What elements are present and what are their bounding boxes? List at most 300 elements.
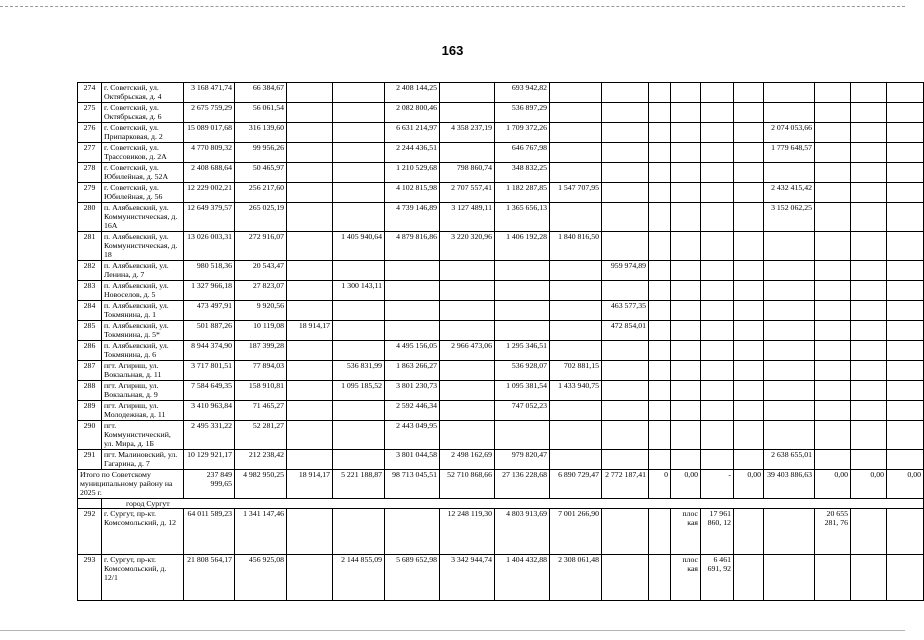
value-cell: 27 823,07	[235, 281, 287, 301]
value-cell	[333, 509, 385, 555]
value-cell	[815, 361, 851, 381]
address-cell: г. Сургут, пр-кт. Комсомольский, д. 12/1	[102, 555, 184, 601]
value-cell	[851, 421, 887, 450]
value-cell	[550, 103, 602, 123]
value-cell	[287, 83, 333, 103]
value-cell	[815, 321, 851, 341]
value-cell	[734, 143, 764, 163]
value-cell	[851, 123, 887, 143]
value-cell: 8 944 374,90	[184, 341, 235, 361]
table-row	[78, 261, 924, 281]
value-cell	[851, 301, 887, 321]
value-cell	[851, 163, 887, 183]
value-cell	[649, 381, 671, 401]
address-cell: пгт. Малиновский, ул. Гагарина, д. 7	[102, 450, 184, 470]
value-cell	[734, 509, 764, 555]
value-cell	[701, 143, 734, 163]
value-cell	[287, 401, 333, 421]
value-cell	[649, 203, 671, 232]
value-cell: 646 767,98	[495, 143, 550, 163]
value-cell: 256 217,60	[235, 183, 287, 203]
value-cell: 99 956,26	[235, 143, 287, 163]
total-value-cell: 237 849 999,65	[184, 470, 235, 499]
value-cell	[851, 361, 887, 381]
value-cell	[550, 143, 602, 163]
value-cell: 265 025,19	[235, 203, 287, 232]
value-cell	[671, 123, 701, 143]
value-cell: 66 384,67	[235, 83, 287, 103]
value-cell	[649, 83, 671, 103]
value-cell	[287, 421, 333, 450]
value-cell	[887, 163, 924, 183]
value-cell	[734, 183, 764, 203]
total-value-cell: 0,00	[887, 470, 924, 499]
row-number: 283	[78, 281, 102, 301]
value-cell	[701, 281, 734, 301]
value-cell	[851, 401, 887, 421]
value-cell	[287, 341, 333, 361]
value-cell	[734, 203, 764, 232]
value-cell	[671, 361, 701, 381]
value-cell: 798 860,74	[440, 163, 495, 183]
value-cell: 2 707 557,41	[440, 183, 495, 203]
row-number: 287	[78, 361, 102, 381]
value-cell	[333, 341, 385, 361]
address-cell: пгт. Агириш, ул. Вокзальная, д. 9	[102, 381, 184, 401]
value-cell	[851, 341, 887, 361]
value-cell: 1 863 266,27	[385, 361, 440, 381]
value-cell: 1 341 147,46	[235, 509, 287, 555]
value-cell	[701, 83, 734, 103]
address-cell: п. Алябьевский, ул. Новоселов, д. 5	[102, 281, 184, 301]
value-cell	[671, 143, 701, 163]
value-cell	[649, 281, 671, 301]
total-value-cell: 27 136 228,68	[495, 470, 550, 499]
value-cell	[734, 281, 764, 301]
table-row	[78, 123, 924, 143]
value-cell	[764, 381, 815, 401]
value-cell	[701, 103, 734, 123]
value-cell	[649, 163, 671, 183]
value-cell	[287, 381, 333, 401]
value-cell	[734, 163, 764, 183]
value-cell: 2 144 855,09	[333, 555, 385, 601]
value-cell	[887, 123, 924, 143]
value-cell	[495, 301, 550, 321]
value-cell	[602, 143, 649, 163]
value-cell	[764, 421, 815, 450]
table-row	[78, 203, 924, 232]
row-number: 289	[78, 401, 102, 421]
value-cell	[440, 381, 495, 401]
value-cell	[851, 103, 887, 123]
value-cell	[602, 232, 649, 261]
table-row	[78, 341, 924, 361]
value-cell	[440, 261, 495, 281]
value-cell: 1 210 529,68	[385, 163, 440, 183]
value-cell	[440, 103, 495, 123]
value-cell	[851, 83, 887, 103]
value-cell	[440, 401, 495, 421]
total-row	[78, 470, 924, 499]
value-cell	[701, 301, 734, 321]
value-cell	[815, 281, 851, 301]
value-cell: 9 920,56	[235, 301, 287, 321]
value-cell: 2 432 415,42	[764, 183, 815, 203]
value-cell: 3 717 801,51	[184, 361, 235, 381]
total-value-cell: 18 914,17	[287, 470, 333, 499]
total-value-cell: 0,00	[734, 470, 764, 499]
value-cell	[734, 232, 764, 261]
scan-edge-bottom	[0, 630, 905, 631]
value-cell	[887, 281, 924, 301]
value-cell	[887, 143, 924, 163]
value-cell	[649, 301, 671, 321]
page-number: 163	[441, 43, 464, 58]
value-cell	[764, 555, 815, 601]
row-number: 276	[78, 123, 102, 143]
value-cell: 77 894,03	[235, 361, 287, 381]
value-cell: 1 182 287,85	[495, 183, 550, 203]
value-cell	[602, 450, 649, 470]
empty-cell	[78, 499, 102, 509]
address-cell: п. Алябьевский, ул. Токмянина, д. 6	[102, 341, 184, 361]
city-header: город Сургут	[102, 499, 924, 509]
value-cell	[495, 321, 550, 341]
value-cell	[333, 401, 385, 421]
value-cell	[815, 123, 851, 143]
value-cell	[815, 83, 851, 103]
value-cell: 3 152 062,25	[764, 203, 815, 232]
value-cell	[887, 509, 924, 555]
value-cell	[764, 401, 815, 421]
total-value-cell: -	[701, 470, 734, 499]
value-cell	[734, 103, 764, 123]
value-cell: 4 495 156,05	[385, 341, 440, 361]
value-cell	[851, 203, 887, 232]
address-cell: г. Сургут, пр-кт. Комсомольский, д. 12	[102, 509, 184, 555]
address-cell: п. Алябьевский, ул. Токмянина, д. 1	[102, 301, 184, 321]
value-cell	[851, 183, 887, 203]
value-cell: 4 102 815,98	[385, 183, 440, 203]
value-cell: 3 342 944,74	[440, 555, 495, 601]
value-cell	[440, 301, 495, 321]
value-cell	[701, 321, 734, 341]
value-cell: 501 887,26	[184, 321, 235, 341]
value-cell	[764, 281, 815, 301]
value-cell: 536 897,29	[495, 103, 550, 123]
value-cell: 1 327 966,18	[184, 281, 235, 301]
value-cell: 20 543,47	[235, 261, 287, 281]
table-row	[78, 321, 924, 341]
value-cell	[815, 381, 851, 401]
value-cell	[333, 261, 385, 281]
value-cell	[333, 103, 385, 123]
value-cell	[333, 183, 385, 203]
value-cell	[887, 301, 924, 321]
value-cell	[602, 555, 649, 601]
value-cell	[701, 450, 734, 470]
value-cell	[734, 341, 764, 361]
value-cell	[671, 203, 701, 232]
value-cell: 1 709 372,26	[495, 123, 550, 143]
value-cell	[815, 143, 851, 163]
value-cell	[550, 123, 602, 143]
value-cell	[649, 143, 671, 163]
value-cell	[887, 183, 924, 203]
value-cell	[815, 421, 851, 450]
value-cell	[734, 381, 764, 401]
address-cell: пгт. Агириш, ул. Молодежная, д. 11	[102, 401, 184, 421]
value-cell	[550, 341, 602, 361]
value-cell	[649, 232, 671, 261]
value-cell: 472 854,01	[602, 321, 649, 341]
value-cell	[887, 321, 924, 341]
total-value-cell: 5 221 188,87	[333, 470, 385, 499]
value-cell: 536 928,07	[495, 361, 550, 381]
value-cell	[385, 281, 440, 301]
value-cell: 56 061,54	[235, 103, 287, 123]
value-cell: 2 408 688,64	[184, 163, 235, 183]
value-cell	[602, 281, 649, 301]
value-cell	[815, 401, 851, 421]
value-cell	[671, 103, 701, 123]
total-value-cell: 0,00	[671, 470, 701, 499]
value-cell	[649, 361, 671, 381]
value-cell: 959 974,89	[602, 261, 649, 281]
value-cell: 3 410 963,84	[184, 401, 235, 421]
value-cell: 64 011 589,23	[184, 509, 235, 555]
value-cell: 10 129 921,17	[184, 450, 235, 470]
value-cell	[764, 103, 815, 123]
row-number: 280	[78, 203, 102, 232]
value-cell	[602, 163, 649, 183]
row-number: 277	[78, 143, 102, 163]
value-cell	[333, 421, 385, 450]
table-row	[78, 361, 924, 381]
value-cell	[333, 143, 385, 163]
value-cell	[671, 421, 701, 450]
value-cell	[851, 143, 887, 163]
repair-cost-table	[77, 82, 924, 601]
value-cell: 71 465,27	[235, 401, 287, 421]
value-cell: 2 495 331,22	[184, 421, 235, 450]
value-cell	[701, 381, 734, 401]
value-cell: 463 577,35	[602, 301, 649, 321]
value-cell	[550, 401, 602, 421]
address-cell: г. Советский, ул. Октябрьская, д. 6	[102, 103, 184, 123]
value-cell	[851, 450, 887, 470]
value-cell	[764, 83, 815, 103]
value-cell	[815, 232, 851, 261]
total-value-cell: 0	[649, 470, 671, 499]
row-number: 288	[78, 381, 102, 401]
value-cell: 1 840 816,50	[550, 232, 602, 261]
value-cell	[333, 123, 385, 143]
value-cell: 7 001 266,90	[550, 509, 602, 555]
value-cell: 1 095 381,54	[495, 381, 550, 401]
value-cell	[333, 163, 385, 183]
row-number: 293	[78, 555, 102, 601]
value-cell	[887, 421, 924, 450]
value-cell	[734, 401, 764, 421]
address-cell: пгт. Коммунистический, ул. Мира, д. 1Б	[102, 421, 184, 450]
value-cell	[764, 509, 815, 555]
row-number: 274	[78, 83, 102, 103]
value-cell: 2 408 144,25	[385, 83, 440, 103]
value-cell	[649, 261, 671, 281]
value-cell	[887, 83, 924, 103]
value-cell	[671, 281, 701, 301]
value-cell	[287, 450, 333, 470]
total-value-cell: 6 890 729,47	[550, 470, 602, 499]
total-label: Итого по Советскому муниципальному району на 2025 г.	[78, 470, 184, 499]
value-cell	[602, 123, 649, 143]
value-cell	[602, 203, 649, 232]
value-cell	[333, 321, 385, 341]
value-cell	[671, 321, 701, 341]
table-row	[78, 281, 924, 301]
value-cell: 3 127 489,11	[440, 203, 495, 232]
row-number: 281	[78, 232, 102, 261]
value-cell	[701, 123, 734, 143]
value-cell	[495, 261, 550, 281]
value-cell	[649, 509, 671, 555]
value-cell	[649, 450, 671, 470]
value-cell	[602, 183, 649, 203]
total-value-cell: 4 982 950,25	[235, 470, 287, 499]
value-cell: 693 942,82	[495, 83, 550, 103]
value-cell: 536 831,99	[333, 361, 385, 381]
value-cell: 2 082 800,46	[385, 103, 440, 123]
value-cell	[671, 232, 701, 261]
table-row	[78, 232, 924, 261]
value-cell	[287, 509, 333, 555]
value-cell	[440, 83, 495, 103]
value-cell: 456 925,08	[235, 555, 287, 601]
value-cell: 1 095 185,52	[333, 381, 385, 401]
value-cell	[671, 341, 701, 361]
value-cell: 20 655 281, 76	[815, 509, 851, 555]
value-cell: 1 365 656,13	[495, 203, 550, 232]
value-cell	[333, 83, 385, 103]
value-cell: 2 638 655,01	[764, 450, 815, 470]
value-cell: 17 961 860, 12	[701, 509, 734, 555]
value-cell: 187 399,28	[235, 341, 287, 361]
value-cell	[815, 555, 851, 601]
value-cell	[287, 143, 333, 163]
value-cell	[385, 261, 440, 281]
value-cell: 52 281,27	[235, 421, 287, 450]
value-cell	[649, 421, 671, 450]
value-cell	[701, 203, 734, 232]
value-cell	[671, 401, 701, 421]
value-cell	[550, 281, 602, 301]
value-cell	[602, 421, 649, 450]
row-number: 290	[78, 421, 102, 450]
value-cell: 2 592 446,34	[385, 401, 440, 421]
value-cell: 3 801 230,73	[385, 381, 440, 401]
value-cell: 316 139,60	[235, 123, 287, 143]
address-cell: п. Алябьевский, ул. Коммунистическая, д. 16А	[102, 203, 184, 232]
value-cell	[333, 301, 385, 321]
value-cell: 1 300 143,11	[333, 281, 385, 301]
total-value-cell: 0,00	[815, 470, 851, 499]
value-cell: 7 584 649,35	[184, 381, 235, 401]
value-cell: 2 443 049,95	[385, 421, 440, 450]
value-cell	[887, 381, 924, 401]
value-cell	[440, 281, 495, 301]
value-cell	[550, 421, 602, 450]
value-cell: 3 801 044,58	[385, 450, 440, 470]
value-cell	[671, 301, 701, 321]
address-cell: п. Алябьевский, ул. Коммунистическая, д. 18	[102, 232, 184, 261]
address-cell: г. Советский, ул. Трассовиков, д. 2А	[102, 143, 184, 163]
value-cell: 212 238,42	[235, 450, 287, 470]
value-cell	[764, 301, 815, 321]
city-header-row	[78, 499, 924, 509]
total-value-cell: 0,00	[851, 470, 887, 499]
value-cell	[851, 381, 887, 401]
value-cell: 702 881,15	[550, 361, 602, 381]
row-number: 286	[78, 341, 102, 361]
value-cell	[815, 301, 851, 321]
scan-edge-top	[0, 6, 905, 7]
value-cell	[764, 163, 815, 183]
value-cell	[602, 509, 649, 555]
value-cell	[333, 203, 385, 232]
value-cell	[550, 83, 602, 103]
value-cell	[701, 183, 734, 203]
value-cell: 2 244 436,51	[385, 143, 440, 163]
value-cell: плос кая	[671, 555, 701, 601]
value-cell	[287, 123, 333, 143]
value-cell	[815, 341, 851, 361]
table-row	[78, 103, 924, 123]
value-cell	[851, 261, 887, 281]
total-value-cell: 39 403 886,63	[764, 470, 815, 499]
value-cell: 1 547 707,95	[550, 183, 602, 203]
value-cell	[649, 123, 671, 143]
value-cell	[602, 361, 649, 381]
value-cell	[287, 183, 333, 203]
value-cell: 12 248 119,30	[440, 509, 495, 555]
value-cell: 10 119,08	[235, 321, 287, 341]
value-cell: 473 497,91	[184, 301, 235, 321]
table-row	[78, 509, 924, 555]
value-cell	[671, 163, 701, 183]
value-cell	[887, 450, 924, 470]
value-cell	[649, 321, 671, 341]
value-cell	[440, 143, 495, 163]
value-cell	[333, 450, 385, 470]
value-cell: 272 916,07	[235, 232, 287, 261]
value-cell: 1 405 940,64	[333, 232, 385, 261]
value-cell	[649, 103, 671, 123]
value-cell	[887, 232, 924, 261]
value-cell: 21 808 564,17	[184, 555, 235, 601]
value-cell: 12 649 379,57	[184, 203, 235, 232]
value-cell	[385, 301, 440, 321]
value-cell	[550, 450, 602, 470]
value-cell	[602, 103, 649, 123]
value-cell	[671, 450, 701, 470]
value-cell	[440, 361, 495, 381]
value-cell	[287, 301, 333, 321]
value-cell: 13 026 003,31	[184, 232, 235, 261]
table-row	[78, 83, 924, 103]
value-cell	[649, 555, 671, 601]
